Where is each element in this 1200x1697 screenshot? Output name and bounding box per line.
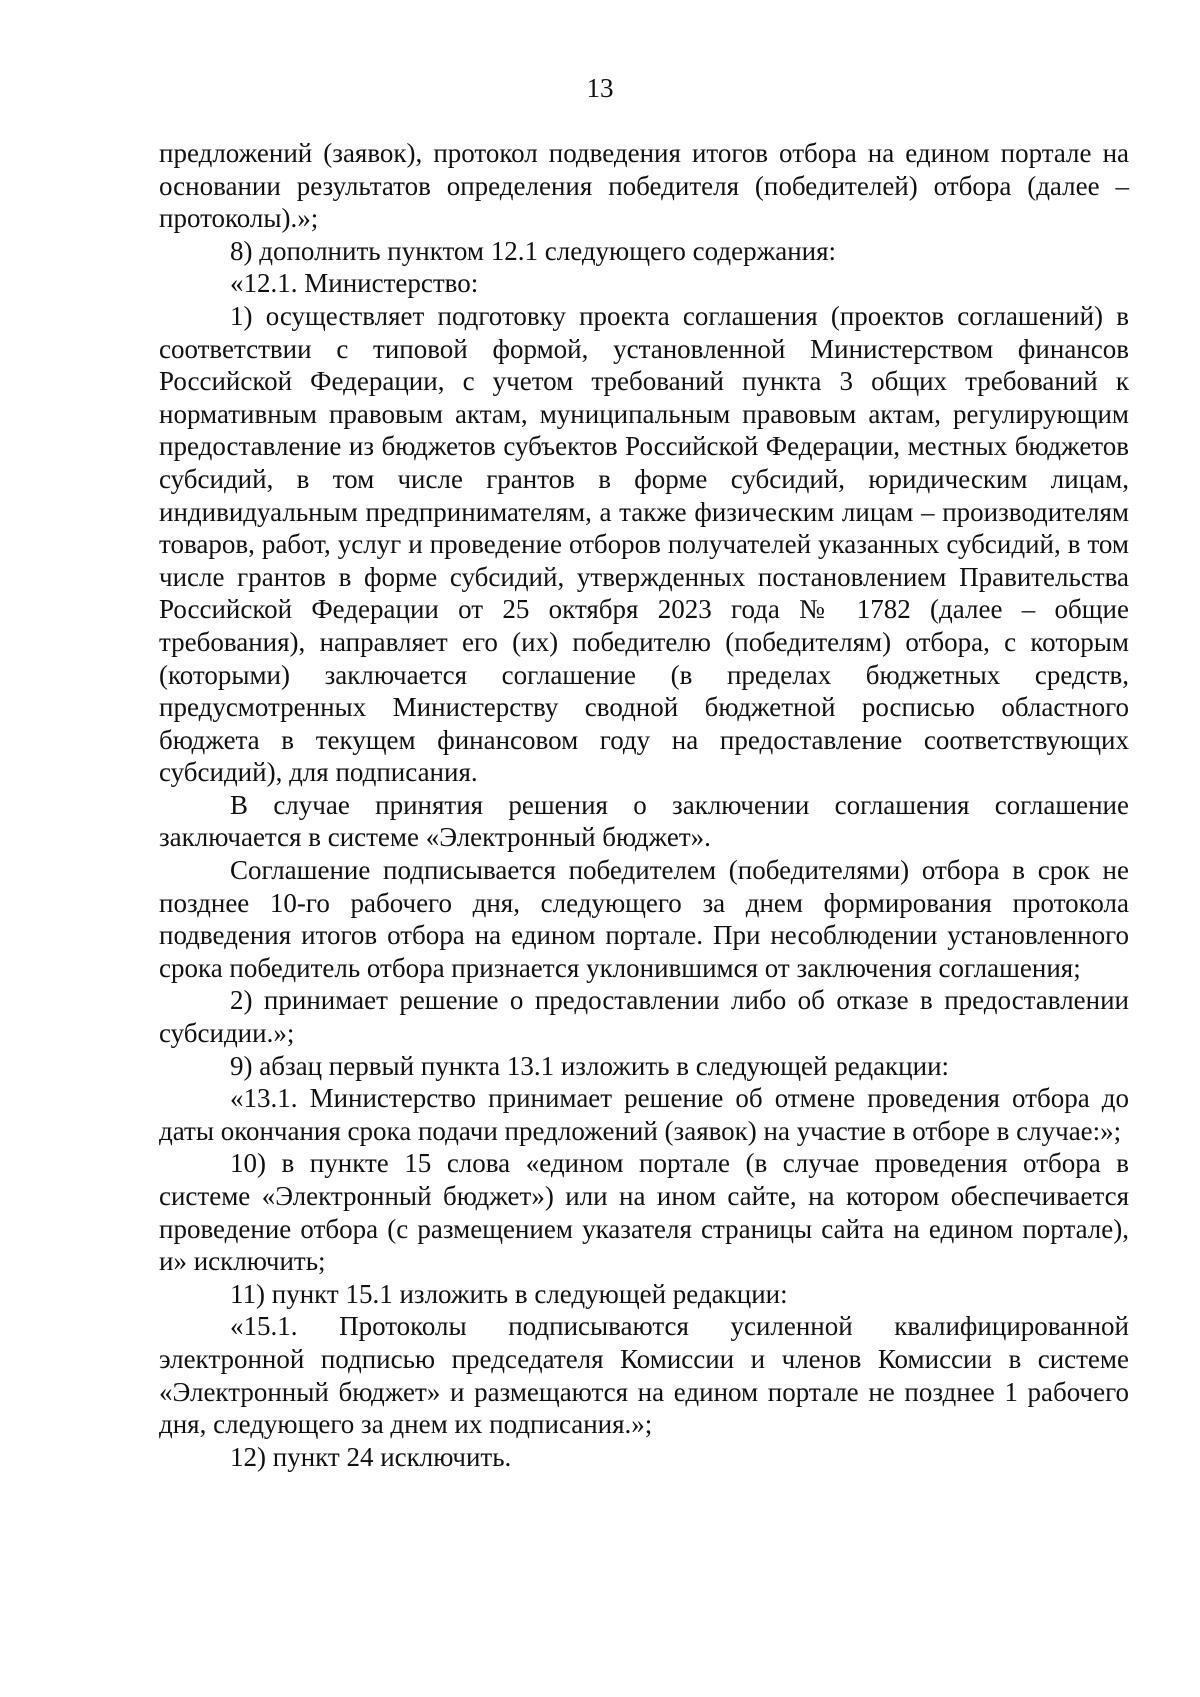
paragraph: В случае принятия решения о заключении соглашения соглашение заключается в системе «Электронный бюджет». — [159, 789, 1129, 853]
paragraph: 12) пункт 24 исключить. — [230, 1441, 512, 1472]
paragraph: 10) в пункте 15 слова «едином портале (в случае проведения отбора в системе «Электронный бюджет») или на ином сайте, на котором обеспечивается проведение отбора (с размещением указателя страницы сайта на едином портале), и» исключить; — [159, 1148, 1129, 1277]
paragraph: 9) абзац первый пункта 13.1 изложить в следующей редакции: — [230, 1050, 950, 1081]
paragraph: предложений (заявок), протокол подведения итогов отбора на едином портале на основании результатов определения победителя (победителей) отбора (далее – протоколы).»; — [159, 138, 1129, 234]
paragraph: «13.1. Министерство принимает решение об отмене проведения отбора до даты окончания срока подачи предложений (заявок) на участие в отборе в случае:»; — [159, 1083, 1129, 1146]
paragraph: 2) принимает решение о предоставлении либо об отказе в предоставлении субсидии.»; — [159, 985, 1129, 1049]
paragraph: 1) осуществляет подготовку проекта соглашения (проектов соглашений) в соответствии с типовой формой, установленной Министерством финансов Российской Федерации, с учетом требований пункта 3 общих требований к нормативным правовым актам, муниципальным правовым актам, регулирующим предоставление из бюджетов субъектов Российской Федерации, местных бюджетов субсидий, в том числе грантов в форме субсидий, юридическим лицам, индивидуальным предпринимателям, а также физическим лицам – производителям товаров, работ, услуг и проведение отборов получателей указанных субсидий, в том числе грантов в форме субсидий, утвержденных постановлением Правительства Российской Федерации от 25 октября 2023 года № 1782 (далее – общие требования), направляет его (их) победителю (победителям) отбора, с которым (которыми) заключается соглашение (в пределах бюджетных средств, предусмотренных Министерству сводной бюджетной росписью областного бюджета в текущем финансовом году на предоставление соответствующих субсидий), для подписания. — [159, 300, 1129, 788]
page-number: 13 — [586, 73, 614, 103]
paragraph: 11) пункт 15.1 изложить в следующей редакции: — [230, 1278, 788, 1309]
paragraph: «12.1. Министерство: — [230, 268, 479, 299]
paragraph: 8) дополнить пунктом 12.1 следующего содержания: — [230, 235, 837, 266]
paragraph: Соглашение подписывается победителем (победителями) отбора в срок не позднее 10-го рабочего дня, следующего за днем формирования протокола подведения итогов отбора на едином портале. При несоблюдении установленного срока победитель отбора признается уклонившимся от заключения соглашения; — [159, 855, 1129, 983]
document-body — [159, 137, 1129, 1473]
paragraph: «15.1. Протоколы подписываются усиленной квалифицированной электронной подписью председателя Комиссии и членов Комиссии в системе «Электронный бюджет» и размещаются на едином портале не позднее 1 рабочего дня, следующего за днем их подписания.»; — [159, 1311, 1129, 1440]
